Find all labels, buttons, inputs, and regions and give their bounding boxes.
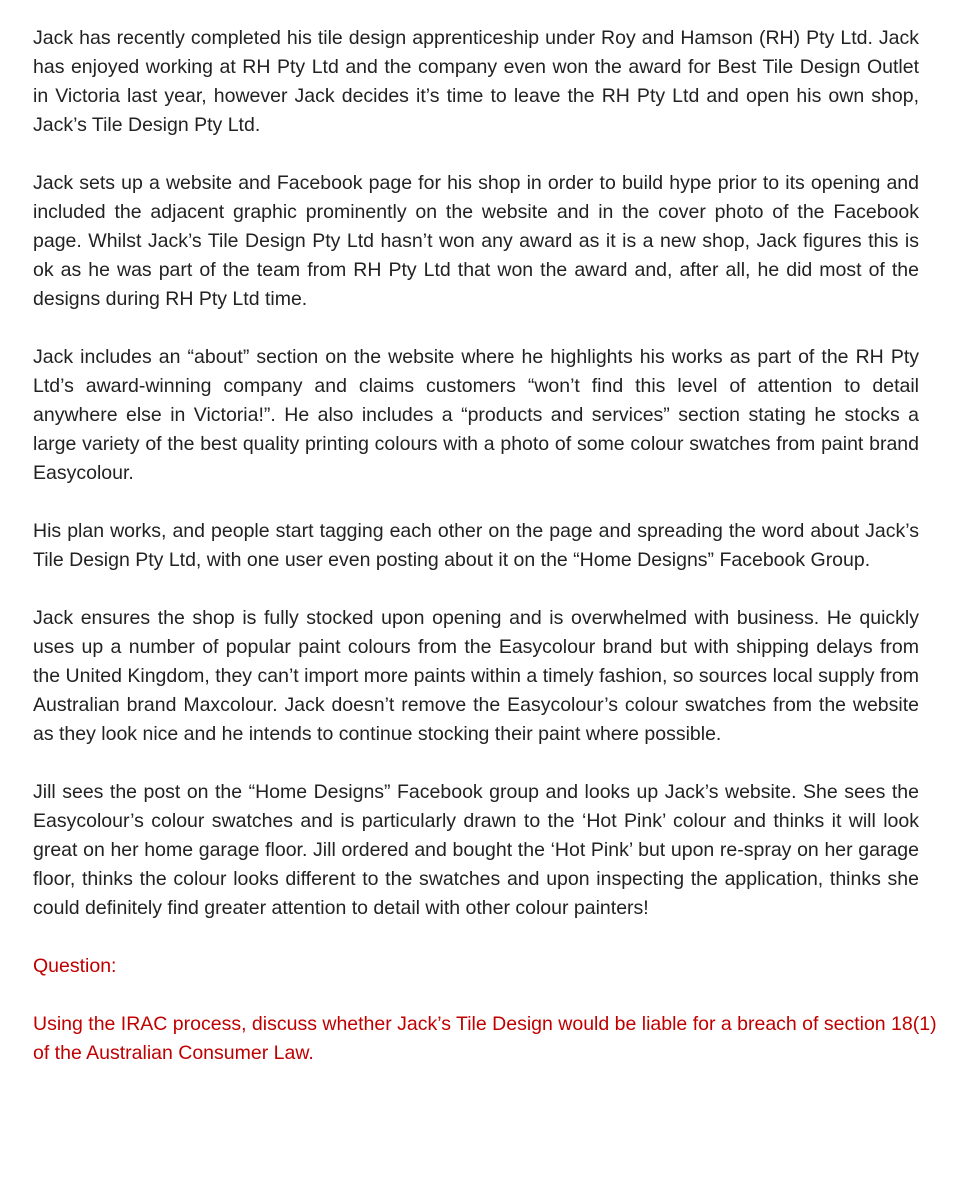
paragraph-website-setup: Jack sets up a website and Facebook page for his shop in order to build hype prior to its opening and included the adjacent graphic prominently on the website and in the cover photo of the Facebook page. Whilst Jack’s Tile Design Pty Ltd hasn’t won any award as it is a new shop, Jack figures this is ok as he was part of the team from RH Pty Ltd that won the award and, after all, he did most of the designs during RH Pty Ltd time. — [33, 172, 919, 310]
paragraph-about-section: Jack includes an “about” section on the website where he highlights his works as part of the RH Pty Ltd’s award-winning company and claims customers “won’t find this level of attention to detail anywhere else in Victoria!”. He also includes a “products and services” section stating he stocks a large variety of the best quality printing colours with a photo of some colour swatches from paint brand Easycolour. — [33, 346, 919, 484]
document-body — [33, 24, 937, 1068]
paragraph-stock-supply: Jack ensures the shop is fully stocked upon opening and is overwhelmed with business. He quickly uses up a number of popular paint colours from the Easycolour brand but with shipping delays from the United Kingdom, they can’t import more paints within a timely fashion, so sources local supply from Australian brand Maxcolour. Jack doesn’t remove the Easycolour’s colour swatches from the website as they look nice and he intends to continue stocking their paint where possible. — [33, 607, 919, 745]
question-text: Using the IRAC process, discuss whether Jack’s Tile Design would be liable for a breach of section 18(1) of the Australian Consumer Law. — [33, 1013, 937, 1064]
question-heading: Question: — [33, 955, 117, 977]
paragraph-plan-works: His plan works, and people start tagging each other on the page and spreading the word about Jack’s Tile Design Pty Ltd, with one user even posting about it on the “Home Designs” Facebook Group. — [33, 520, 919, 571]
paragraph-apprenticeship: Jack has recently completed his tile design apprenticeship under Roy and Hamson (RH) Pty Ltd. Jack has enjoyed working at RH Pty Ltd and the company even won the award for Best Tile Design Outlet in Victoria last year, however Jack decides it’s time to leave the RH Pty Ltd and open his own shop, Jack’s Tile Design Pty Ltd. — [33, 27, 919, 136]
paragraph-jill-purchase: Jill sees the post on the “Home Designs” Facebook group and looks up Jack’s website. She sees the Easycolour’s colour swatches and is particularly drawn to the ‘Hot Pink’ colour and thinks it will look great on her home garage floor. Jill ordered and bought the ‘Hot Pink’ but upon re-spray on her garage floor, thinks the colour looks different to the swatches and upon inspecting the application, thinks she could definitely find greater attention to detail with other colour painters! — [33, 781, 919, 919]
